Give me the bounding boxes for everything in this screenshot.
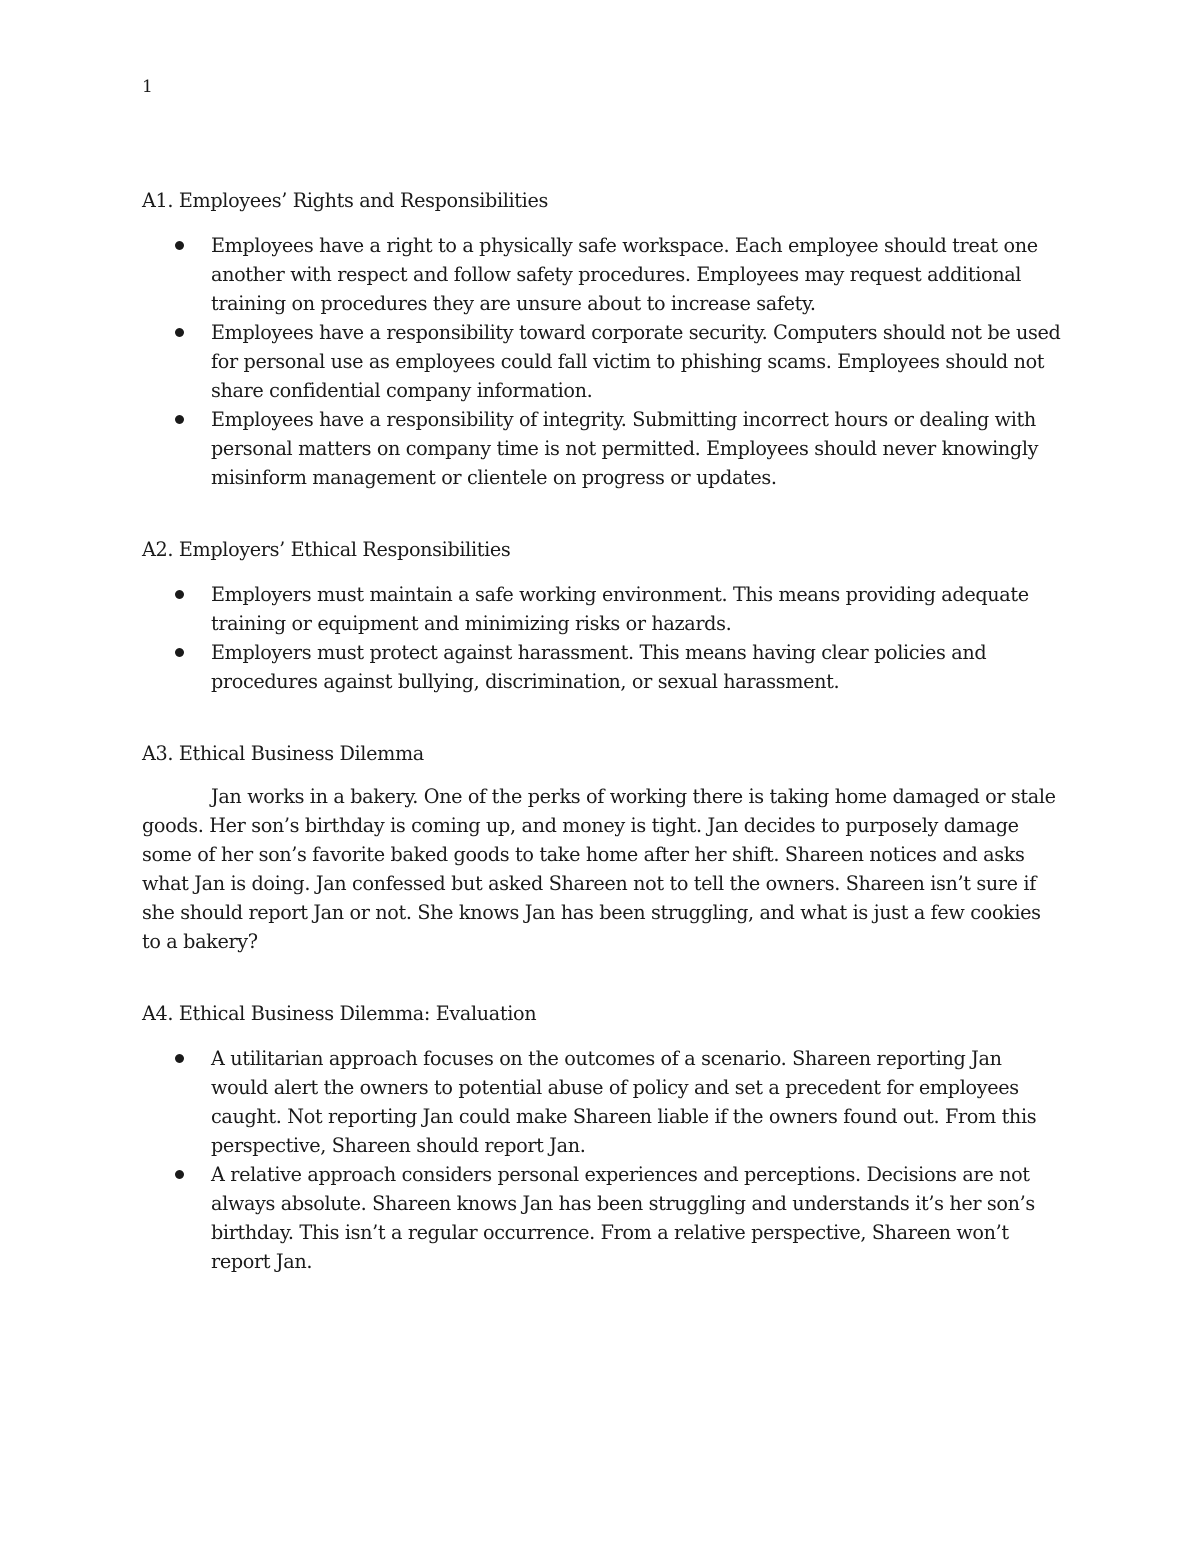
section-a1-bullet-list	[142, 231, 1062, 492]
bullet-item: Employers must protect against harassment. This means having clear policies and procedures against bullying, discrimination, or sexual harassment.	[211, 638, 1062, 696]
section-a1-heading: A1. Employees’ Rights and Responsibilities	[142, 189, 548, 212]
section-a3-heading: A3. Ethical Business Dilemma	[142, 742, 424, 765]
bullet-item: Employers must maintain a safe working environment. This means providing adequate training or equipment and minimizing risks or hazards.	[211, 580, 1062, 638]
section-a2	[142, 535, 1062, 696]
section-a1	[142, 186, 1062, 492]
section-a2-heading: A2. Employers’ Ethical Responsibilities	[142, 538, 511, 561]
section-a3	[142, 739, 1062, 956]
bullet-item: A relative approach considers personal experiences and perceptions. Decisions are not always absolute. Shareen knows Jan has been struggling and understands it’s her son’s birthday. This isn’t a regular occurrence. From a relative perspective, Shareen won’t report Jan.	[211, 1160, 1062, 1276]
bullet-item: Employees have a responsibility toward corporate security. Computers should not be used for personal use as employees could fall victim to phishing scams. Employees should not share confidential company information.	[211, 318, 1062, 405]
dilemma-paragraph: Jan works in a bakery. One of the perks of working there is taking home damaged or stale goods. Her son’s birthday is coming up, and money is tight. Jan decides to purposely damage some of her son’s favorite baked goods to take home after her shift. Shareen notices and asks what Jan is doing. Jan confessed but asked Shareen not to tell the owners. Shareen isn’t sure if she should report Jan or not. She knows Jan has been struggling, and what is just a few cookies to a bakery?	[142, 785, 1056, 953]
bullet-item: A utilitarian approach focuses on the outcomes of a scenario. Shareen reporting Jan would alert the owners to potential abuse of policy and set a precedent for employees caught. Not reporting Jan could make Shareen liable if the owners found out. From this perspective, Shareen should report Jan.	[211, 1044, 1062, 1160]
bullet-item: Employees have a right to a physically safe workspace. Each employee should treat one another with respect and follow safety procedures. Employees may request additional training on procedures they are unsure about to increase safety.	[211, 231, 1062, 318]
section-a2-bullet-list	[142, 580, 1062, 696]
section-a4	[142, 999, 1062, 1276]
document-body	[142, 186, 1062, 1276]
page-number: 1	[142, 77, 153, 97]
bullet-item: Employees have a responsibility of integrity. Submitting incorrect hours or dealing with personal matters on company time is not permitted. Employees should never knowingly misinform management or clientele on progress or updates.	[211, 405, 1062, 492]
section-a4-bullet-list	[142, 1044, 1062, 1276]
section-a4-heading: A4. Ethical Business Dilemma: Evaluation	[142, 1002, 537, 1025]
